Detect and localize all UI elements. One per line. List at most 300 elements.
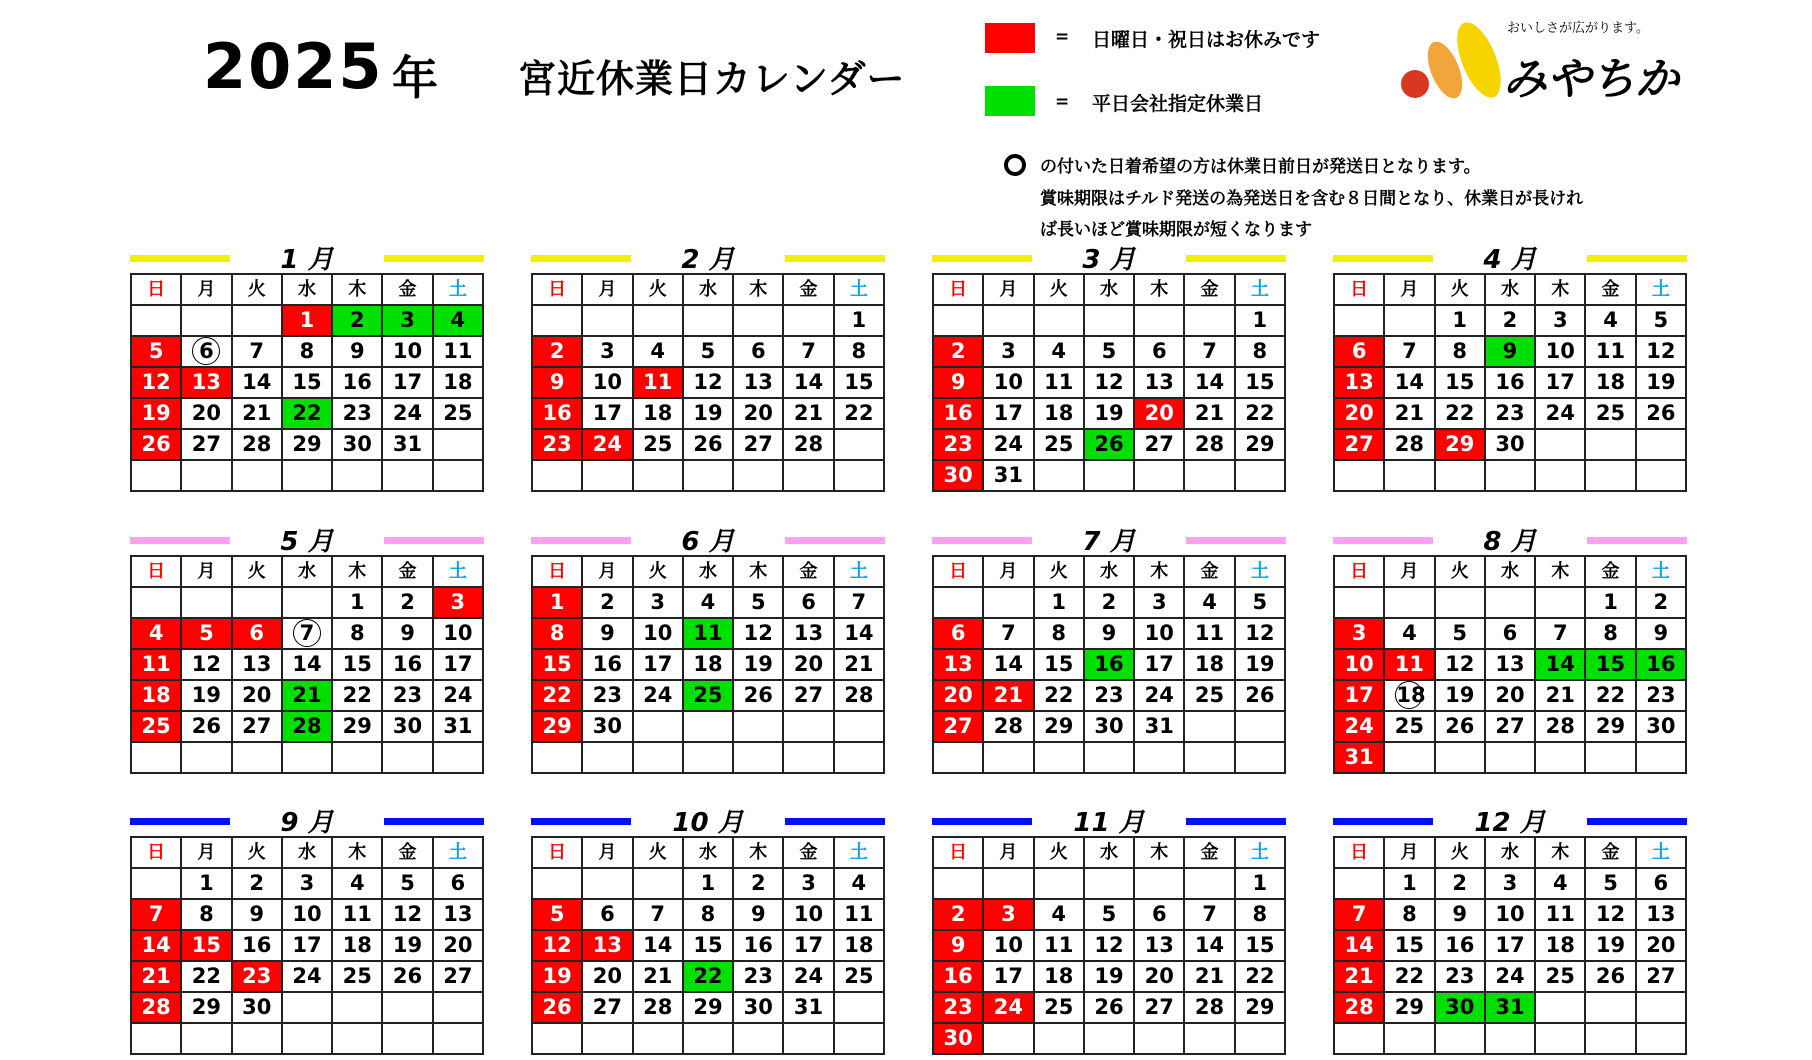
legend-holiday-swatch: [985, 23, 1035, 53]
weekday-header: 木: [1134, 556, 1184, 587]
day-cell: 18: [683, 649, 733, 680]
month-label: 8 月: [1483, 527, 1537, 557]
week-row: [131, 961, 483, 992]
day-cell: 22: [1235, 961, 1285, 992]
month-2: [531, 243, 885, 492]
empty-cell: [1334, 1023, 1384, 1054]
weekday-header: 月: [1384, 556, 1434, 587]
day-cell: 24: [1134, 680, 1184, 711]
title-year: 2025: [203, 30, 384, 103]
day-cell: 14: [1184, 930, 1234, 961]
weekday-header: 水: [1084, 556, 1134, 587]
week-row: [532, 367, 884, 398]
day-cell: 22: [683, 961, 733, 992]
empty-cell: [1585, 1023, 1635, 1054]
empty-cell: [933, 305, 983, 336]
day-cell: 29: [683, 992, 733, 1023]
month-header: [1333, 243, 1687, 273]
weekday-header: 金: [783, 274, 833, 305]
empty-cell: [733, 1023, 783, 1054]
day-cell: 1: [834, 305, 884, 336]
empty-cell: [1084, 460, 1134, 491]
day-cell: [282, 618, 332, 649]
empty-cell: [232, 305, 282, 336]
weekday-header: 月: [1384, 274, 1434, 305]
empty-cell: [1435, 1023, 1485, 1054]
week-row: [1334, 930, 1686, 961]
empty-cell: [1034, 460, 1084, 491]
day-cell: 22: [282, 398, 332, 429]
day-cell: 7: [834, 587, 884, 618]
day-cell: 12: [181, 649, 231, 680]
day-cell: 20: [933, 680, 983, 711]
weekday-header-row: [933, 837, 1285, 868]
weekday-header: 月: [181, 274, 231, 305]
weekday-header-row: [131, 556, 483, 587]
empty-cell: [1334, 587, 1384, 618]
empty-cell: [582, 868, 632, 899]
day-cell: 3: [983, 899, 1033, 930]
day-cell: 25: [1034, 429, 1084, 460]
day-cell: 29: [1034, 711, 1084, 742]
week-row: [131, 305, 483, 336]
day-cell: 31: [983, 460, 1033, 491]
weekday-header: 木: [332, 837, 382, 868]
day-cell: 21: [282, 680, 332, 711]
empty-cell: [1084, 305, 1134, 336]
day-cell: 12: [1084, 367, 1134, 398]
day-cell: 4: [633, 336, 683, 367]
day-cell: 9: [1435, 899, 1485, 930]
weekday-header: 日: [131, 556, 181, 587]
weekday-header: 金: [1184, 274, 1234, 305]
day-cell: 25: [1585, 398, 1635, 429]
empty-cell: [1535, 992, 1585, 1023]
day-cell: 15: [332, 649, 382, 680]
day-cell: 5: [1585, 868, 1635, 899]
day-cell: 15: [532, 649, 582, 680]
empty-cell: [1235, 742, 1285, 773]
weekday-header: 土: [834, 556, 884, 587]
day-cell: 13: [933, 649, 983, 680]
logo-red-dot: [1401, 70, 1429, 98]
day-cell: 13: [232, 649, 282, 680]
day-cell: 23: [933, 992, 983, 1023]
day-cell: 6: [1134, 336, 1184, 367]
month-label: 4 月: [1483, 245, 1537, 275]
empty-cell: [1235, 1023, 1285, 1054]
day-cell: 8: [834, 336, 884, 367]
empty-cell: [532, 305, 582, 336]
day-cell: 5: [1435, 618, 1485, 649]
day-cell: 11: [131, 649, 181, 680]
day-cell: 12: [532, 930, 582, 961]
week-row: [933, 429, 1285, 460]
day-cell: 16: [1485, 367, 1535, 398]
day-cell: [1384, 680, 1434, 711]
day-cell: 3: [382, 305, 432, 336]
day-cell: 16: [1435, 930, 1485, 961]
day-cell: 28: [1184, 429, 1234, 460]
day-cell: 10: [783, 899, 833, 930]
day-cell: 4: [1384, 618, 1434, 649]
day-cell: 27: [433, 961, 483, 992]
day-cell: 27: [1485, 711, 1535, 742]
day-cell: 28: [983, 711, 1033, 742]
day-cell: 31: [783, 992, 833, 1023]
week-row: [131, 367, 483, 398]
week-row: [131, 868, 483, 899]
day-cell: 27: [1134, 429, 1184, 460]
day-cell: 4: [131, 618, 181, 649]
day-cell: 3: [1334, 618, 1384, 649]
month-label: 9 月: [280, 808, 334, 838]
week-row: [933, 711, 1285, 742]
day-cell: 30: [232, 992, 282, 1023]
week-row: [1334, 367, 1686, 398]
day-cell: 8: [282, 336, 332, 367]
day-cell: 6: [433, 868, 483, 899]
day-cell: 6: [1485, 618, 1535, 649]
day-cell: 3: [1535, 305, 1585, 336]
week-row: [532, 930, 884, 961]
empty-cell: [131, 587, 181, 618]
day-cell: 11: [332, 899, 382, 930]
week-row: [933, 742, 1285, 773]
month-table: [1333, 555, 1687, 774]
day-cell: 20: [433, 930, 483, 961]
day-cell: 2: [582, 587, 632, 618]
empty-cell: [633, 460, 683, 491]
empty-cell: [1134, 742, 1184, 773]
day-cell: 1: [683, 868, 733, 899]
legend-holiday-equals: =: [1055, 27, 1070, 47]
day-cell: 26: [683, 429, 733, 460]
day-cell: 14: [1535, 649, 1585, 680]
week-row: [933, 618, 1285, 649]
month-label: 3 月: [1082, 245, 1136, 275]
day-cell: 17: [1535, 367, 1585, 398]
week-row: [933, 992, 1285, 1023]
day-cell: 5: [733, 587, 783, 618]
weekday-header: 月: [181, 837, 231, 868]
day-cell: 5: [1084, 336, 1134, 367]
day-cell: 20: [181, 398, 231, 429]
month-header: [1333, 806, 1687, 836]
day-cell: 8: [683, 899, 733, 930]
day-cell: 5: [181, 618, 231, 649]
day-cell: 29: [1384, 992, 1434, 1023]
week-row: [131, 618, 483, 649]
week-row: [131, 899, 483, 930]
day-cell: 26: [1235, 680, 1285, 711]
week-row: [1334, 961, 1686, 992]
week-row: [933, 398, 1285, 429]
day-cell: 14: [232, 367, 282, 398]
empty-cell: [382, 742, 432, 773]
day-cell: 15: [1585, 649, 1635, 680]
day-cell: 5: [1235, 587, 1285, 618]
empty-cell: [131, 868, 181, 899]
week-row: [1334, 305, 1686, 336]
weekday-header: 金: [1585, 274, 1635, 305]
day-cell: 24: [1535, 398, 1585, 429]
empty-cell: [1585, 460, 1635, 491]
weekday-header: 木: [1535, 556, 1585, 587]
month-header: [932, 525, 1286, 555]
weekday-header: 日: [933, 274, 983, 305]
day-cell: 18: [834, 930, 884, 961]
day-cell: 22: [181, 961, 231, 992]
day-cell: 24: [983, 429, 1033, 460]
weekday-header: 日: [1334, 274, 1384, 305]
circled-day-marker: 6: [192, 337, 220, 365]
empty-cell: [181, 1023, 231, 1054]
day-cell: 14: [131, 930, 181, 961]
day-cell: 9: [733, 899, 783, 930]
day-cell: 20: [1334, 398, 1384, 429]
day-cell: 11: [1585, 336, 1635, 367]
month-1: [130, 243, 484, 492]
empty-cell: [1636, 992, 1686, 1023]
month-header: [130, 243, 484, 273]
empty-cell: [733, 742, 783, 773]
day-cell: 7: [131, 899, 181, 930]
day-cell: 8: [1235, 336, 1285, 367]
day-cell: 5: [382, 868, 432, 899]
day-cell: 22: [1384, 961, 1434, 992]
day-cell: 29: [181, 992, 231, 1023]
day-cell: 18: [1034, 398, 1084, 429]
empty-cell: [683, 305, 733, 336]
day-cell: 16: [933, 961, 983, 992]
day-cell: 2: [1084, 587, 1134, 618]
week-row: [532, 429, 884, 460]
week-row: [532, 899, 884, 930]
day-cell: 11: [433, 336, 483, 367]
day-cell: 30: [1485, 429, 1535, 460]
day-cell: 19: [683, 398, 733, 429]
day-cell: 23: [1084, 680, 1134, 711]
day-cell: 27: [232, 711, 282, 742]
week-row: [1334, 460, 1686, 491]
day-cell: 8: [532, 618, 582, 649]
weekday-header-row: [131, 274, 483, 305]
weekday-header: 水: [683, 837, 733, 868]
day-cell: 20: [1636, 930, 1686, 961]
weekday-header: 月: [983, 556, 1033, 587]
day-cell: 10: [1334, 649, 1384, 680]
day-cell: 13: [1134, 930, 1184, 961]
day-cell: 15: [1235, 367, 1285, 398]
week-row: [131, 680, 483, 711]
day-cell: 24: [433, 680, 483, 711]
weekday-header: 木: [733, 274, 783, 305]
empty-cell: [532, 1023, 582, 1054]
empty-cell: [433, 992, 483, 1023]
day-cell: 3: [783, 868, 833, 899]
week-row: [1334, 742, 1686, 773]
day-cell: 7: [1535, 618, 1585, 649]
month-header: [531, 243, 885, 273]
empty-cell: [633, 305, 683, 336]
empty-cell: [382, 460, 432, 491]
day-cell: 11: [1034, 930, 1084, 961]
day-cell: 20: [1485, 680, 1535, 711]
week-row: [933, 460, 1285, 491]
day-cell: 12: [382, 899, 432, 930]
day-cell: 6: [783, 587, 833, 618]
empty-cell: [1435, 742, 1485, 773]
weekday-header: 土: [433, 274, 483, 305]
empty-cell: [1334, 460, 1384, 491]
day-cell: 26: [1636, 398, 1686, 429]
empty-cell: [332, 992, 382, 1023]
weekday-header: 月: [983, 837, 1033, 868]
day-cell: 3: [433, 587, 483, 618]
weekday-header: 日: [933, 556, 983, 587]
weekday-header: 火: [232, 556, 282, 587]
day-cell: 2: [733, 868, 783, 899]
day-cell: 9: [382, 618, 432, 649]
empty-cell: [532, 868, 582, 899]
empty-cell: [131, 1023, 181, 1054]
week-row: [532, 992, 884, 1023]
empty-cell: [683, 711, 733, 742]
day-cell: 12: [1084, 930, 1134, 961]
day-cell: 10: [282, 899, 332, 930]
day-cell: 21: [1184, 398, 1234, 429]
day-cell: 26: [1084, 429, 1134, 460]
day-cell: 16: [1084, 649, 1134, 680]
day-cell: 12: [683, 367, 733, 398]
empty-cell: [382, 992, 432, 1023]
weekday-header: 月: [181, 556, 231, 587]
weekday-header: 日: [532, 274, 582, 305]
day-cell: 20: [1134, 398, 1184, 429]
day-cell: 18: [633, 398, 683, 429]
empty-cell: [181, 460, 231, 491]
day-cell: 8: [332, 618, 382, 649]
day-cell: 15: [1435, 367, 1485, 398]
day-cell: 2: [933, 899, 983, 930]
day-cell: 2: [933, 336, 983, 367]
day-cell: 28: [282, 711, 332, 742]
day-cell: 25: [633, 429, 683, 460]
month-label: 5 月: [280, 527, 334, 557]
day-cell: 24: [983, 992, 1033, 1023]
day-cell: 9: [933, 367, 983, 398]
day-cell: 6: [733, 336, 783, 367]
empty-cell: [282, 460, 332, 491]
day-cell: 29: [332, 711, 382, 742]
weekday-header: 火: [633, 837, 683, 868]
empty-cell: [933, 742, 983, 773]
empty-cell: [1184, 742, 1234, 773]
day-cell: 14: [834, 618, 884, 649]
day-cell: 18: [131, 680, 181, 711]
day-cell: 24: [1334, 711, 1384, 742]
day-cell: [181, 336, 231, 367]
day-cell: 28: [1535, 711, 1585, 742]
day-cell: 19: [181, 680, 231, 711]
weekday-header: 金: [382, 837, 432, 868]
weekday-header: 土: [1235, 837, 1285, 868]
day-cell: 16: [532, 398, 582, 429]
weekday-header: 土: [1235, 274, 1285, 305]
day-cell: 16: [933, 398, 983, 429]
day-cell: 18: [332, 930, 382, 961]
day-cell: 29: [282, 429, 332, 460]
day-cell: 21: [983, 680, 1033, 711]
weekday-header: 日: [1334, 837, 1384, 868]
legend-company-text: 平日会社指定休業日: [1092, 93, 1264, 115]
weekday-header: 土: [1636, 274, 1686, 305]
month-label: 10 月: [672, 808, 744, 838]
day-cell: 15: [1235, 930, 1285, 961]
circled-day-marker: 7: [293, 619, 321, 647]
week-row: [1334, 398, 1686, 429]
month-9: [130, 806, 484, 1055]
day-cell: 14: [282, 649, 332, 680]
day-cell: 16: [332, 367, 382, 398]
day-cell: 8: [1034, 618, 1084, 649]
weekday-header-row: [933, 274, 1285, 305]
day-cell: 21: [1184, 961, 1234, 992]
day-cell: 21: [232, 398, 282, 429]
month-table: [1333, 273, 1687, 492]
day-cell: 22: [1235, 398, 1285, 429]
empty-cell: [131, 742, 181, 773]
day-cell: 29: [1435, 429, 1485, 460]
day-cell: 24: [282, 961, 332, 992]
day-cell: 17: [783, 930, 833, 961]
empty-cell: [834, 429, 884, 460]
logo-tagline: おいしさが広がります。: [1507, 21, 1649, 36]
weekday-header-row: [532, 556, 884, 587]
weekday-header: 日: [1334, 556, 1384, 587]
empty-cell: [633, 742, 683, 773]
day-cell: 6: [1334, 336, 1384, 367]
circled-day-marker: 18: [1396, 683, 1426, 707]
day-cell: 18: [1535, 930, 1585, 961]
title-year-suffix: 年: [392, 51, 438, 105]
month-table: [130, 555, 484, 774]
week-row: [1334, 429, 1686, 460]
week-row: [131, 930, 483, 961]
empty-cell: [433, 742, 483, 773]
week-row: [131, 587, 483, 618]
day-cell: 22: [532, 680, 582, 711]
week-row: [532, 460, 884, 491]
day-cell: 16: [382, 649, 432, 680]
week-row: [1334, 336, 1686, 367]
weekday-header: 水: [1084, 274, 1134, 305]
week-row: [532, 618, 884, 649]
day-cell: 2: [1636, 587, 1686, 618]
month-header: [932, 806, 1286, 836]
note-line-2: 賞味期限はチルド発送の為発送日を含む８日間となり、休業日が長けれ: [1040, 189, 1584, 209]
day-cell: 19: [1636, 367, 1686, 398]
day-cell: 15: [1034, 649, 1084, 680]
day-cell: 26: [181, 711, 231, 742]
day-cell: 11: [683, 618, 733, 649]
day-cell: 10: [633, 618, 683, 649]
day-cell: 25: [1535, 961, 1585, 992]
weekday-header: 水: [683, 556, 733, 587]
weekday-header: 水: [683, 274, 733, 305]
day-cell: 15: [834, 367, 884, 398]
